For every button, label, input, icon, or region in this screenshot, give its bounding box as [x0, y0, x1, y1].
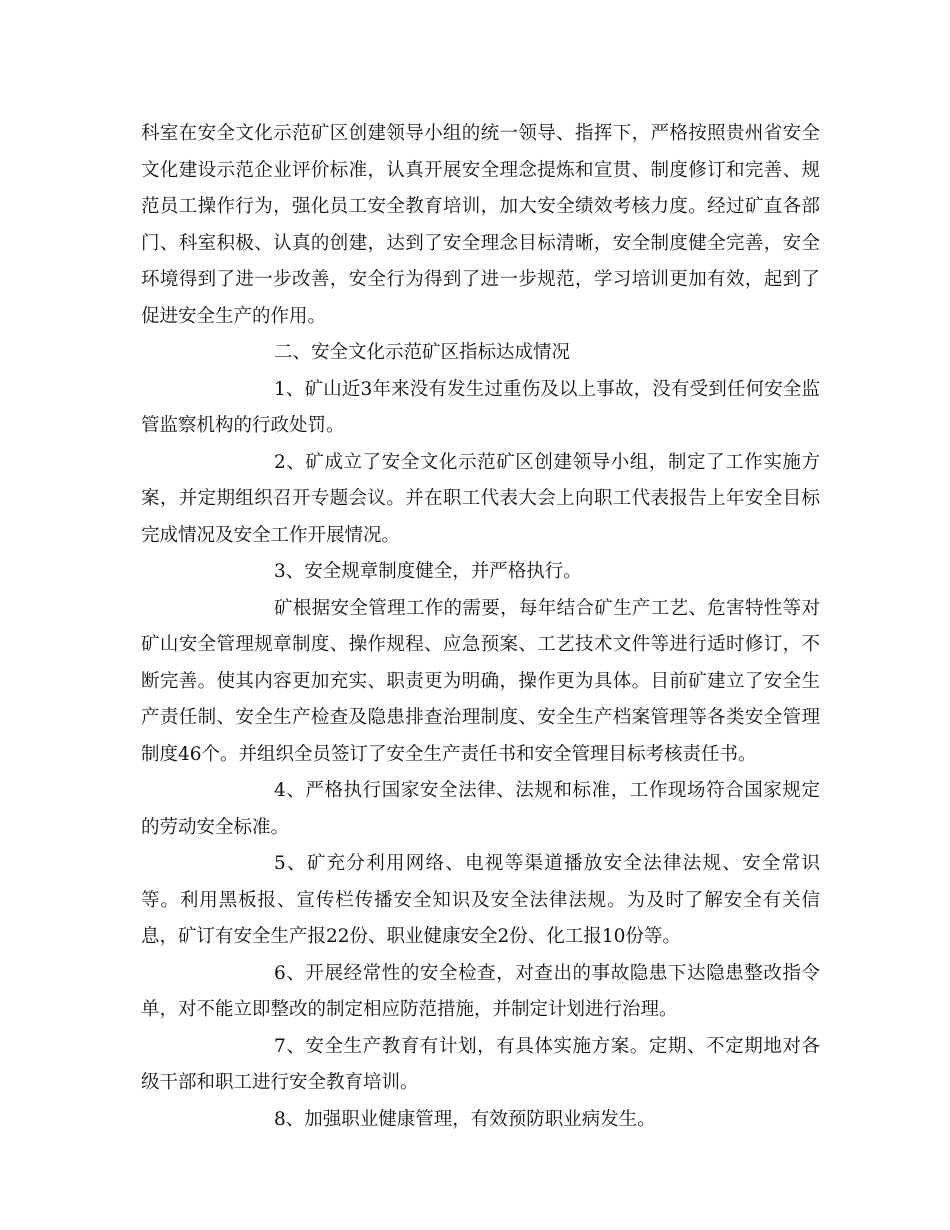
- list-item-7: 7、安全生产教育有计划，有具体实施方案。定期、不定期地对各级干部和职工进行安全教育培训。: [141, 1035, 820, 1093]
- section-heading: 二、安全文化示范矿区指标达成情况: [274, 342, 571, 363]
- list-item-5: 5、矿充分利用网络、电视等渠道播放安全法律法规、安全常识等。利用黑板报、宣传栏传播安全知识及安全法律法规。为及时了解安全有关信息，矿订有安全生产报22份、职业健康安全2份、化工报10份等。: [141, 853, 820, 947]
- list-item-2: 2、矿成立了安全文化示范矿区创建领导小组，制定了工作实施方案，并定期组织召开专题会议。并在职工代表大会上向职工代表报告上年安全目标完成情况及安全工作开展情况。: [141, 451, 820, 546]
- list-item-8: 8、加强职业健康管理，有效预防职业病发生。: [274, 1108, 656, 1130]
- paragraph-intro: 科室在安全文化示范矿区创建领导小组的统一领导、指挥下，严格按照贵州省安全文化建设示范企业评价标准，认真开展安全理念提炼和宣贯、制度修订和完善、规范员工操作行为，强化员工安全教育培训，加大安全绩效考核力度。经过矿直各部门、科室积极、认真的创建，达到了安全理念目标清晰，安全制度健全完善，安全环境得到了进一步改善，安全行为得到了进一步规范，学习培训更加有效，起到了促进安全生产的作用。: [141, 123, 820, 327]
- list-item-6: 6、开展经常性的安全检查，对查出的事故隐患下达隐患整改指令单，对不能立即整改的制定相应防范措施，并制定计划进行治理。: [141, 962, 820, 1020]
- paragraph-regulations: 矿根据安全管理工作的需要，每年结合矿生产工艺、危害特性等对矿山安全管理规章制度、操作规程、应急预案、工艺技术文件等进行适时修订，不断完善。使其内容更加充实、职责更为明确，操作更为具体。目前矿建立了安全生产责任制、安全生产检查及隐患排查治理制度、安全生产档案管理等各类安全管理制度46个。并组织全员签订了安全生产责任书和安全管理目标考核责任书。: [141, 597, 820, 765]
- list-item-1: 1、矿山近3年来没有发生过重伤及以上事故，没有受到任何安全监管监察机构的行政处罚。: [141, 378, 820, 436]
- list-item-4: 4、严格执行国家安全法律、法规和标准，工作现场符合国家规定的劳动安全标准。: [141, 780, 820, 838]
- list-item-3: 3、安全规章制度健全，并严格执行。: [274, 561, 582, 582]
